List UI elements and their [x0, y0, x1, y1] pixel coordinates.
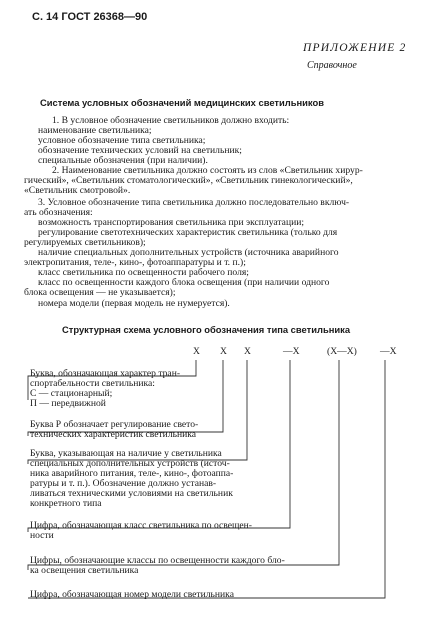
scheme-symbol: X — [193, 346, 200, 357]
scheme-text-line: конкретного типа — [30, 498, 102, 509]
text-line: наименование светильника; — [38, 125, 152, 136]
text-line: обозначение технических условий на светильник; — [38, 145, 242, 156]
page-header: С. 14 ГОСТ 26368—90 — [32, 11, 148, 23]
scheme-symbol: (X—X) — [327, 346, 357, 357]
text-line: электропитания, теле-, кино-, фотоаппаратуры и т. п.); — [24, 257, 246, 268]
scheme-text-line: ника аварийного питания, теле-, кино-, фотоаппа- — [30, 468, 234, 479]
appendix-title: ПРИЛОЖЕНИЕ 2 — [303, 42, 407, 54]
scheme-text-line: С — стационарный; — [30, 388, 113, 399]
scheme-text-line: Буква, обозначающая характер тран- — [30, 368, 181, 379]
scheme-text-line: специальных дополнительных устройств (источ- — [30, 458, 230, 469]
scheme-text-line: технических характеристик светильника — [30, 429, 197, 440]
appendix-status: Справочное — [307, 60, 357, 71]
scheme-text-line: Буква, указывающая на наличие у светильника — [30, 448, 222, 459]
text-line: наличие специальных дополнительных устройств (источника аварийного — [38, 247, 339, 258]
scheme-text-line: Буква Р обозначает регулирование свето- — [30, 419, 199, 430]
text-line: специальные обозначения (при наличии). — [38, 155, 208, 166]
scheme-text-line: Цифра, обозначающая номер модели светильника — [30, 589, 234, 600]
scheme-text-line: ливаться техническими условиями на светильник — [30, 488, 233, 499]
section2-title: Структурная схема условного обозначения типа светильника — [62, 324, 351, 335]
scheme-text-line: ратуры и т. п.). Обозначение должно устанав- — [30, 478, 217, 489]
scheme-symbol: X — [244, 346, 251, 357]
scheme-text-line: Цифры, обозначающие классы по освещенности каждого бло- — [30, 555, 285, 566]
text-line: номера модели (первая модель не нумеруется). — [38, 298, 230, 309]
scheme-symbol: —X — [283, 346, 300, 357]
text-line: регулируемых светильников); — [24, 237, 146, 248]
text-line: класс светильника по освещенности рабочего поля; — [38, 267, 249, 278]
text-line: 3. Условное обозначение типа светильника должно последовательно включ- — [38, 197, 350, 208]
scheme-text-line: ности — [30, 530, 54, 541]
text-line: 2. Наименование светильника должно состоять из слов «Светильник хирур- — [52, 165, 363, 176]
scheme-symbol: —X — [380, 346, 397, 357]
text-line: гический», «Светильник стоматологический», «Светильник гинекологический», — [24, 175, 353, 186]
scheme-text-line: спортабельности светильника: — [30, 378, 155, 389]
text-line: условное обозначение типа светильника; — [38, 135, 206, 146]
scheme-symbol: X — [220, 346, 227, 357]
scheme-text-line: П — передвижной — [30, 398, 106, 409]
text-line: класс по освещенности каждого блока освещения (при наличии одного — [38, 277, 330, 288]
scheme-text-line: ка освещения светильника — [30, 565, 139, 576]
scheme-text-line: Цифра, обозначающая класс светильника по освещен- — [30, 520, 252, 531]
text-line: ать обозначения: — [24, 207, 93, 218]
text-line: блока освещения — не указывается); — [24, 287, 176, 298]
text-line: возможность транспортирования светильника при эксплуатации; — [38, 217, 305, 228]
text-line: 1. В условное обозначение светильников должно входить: — [52, 115, 290, 126]
text-line: «Светильник смотровой». — [24, 185, 131, 196]
text-line: регулирование светотехнических характеристик светильника (только для — [38, 227, 338, 238]
section1-title: Система условных обозначений медицинских светильников — [40, 97, 324, 108]
